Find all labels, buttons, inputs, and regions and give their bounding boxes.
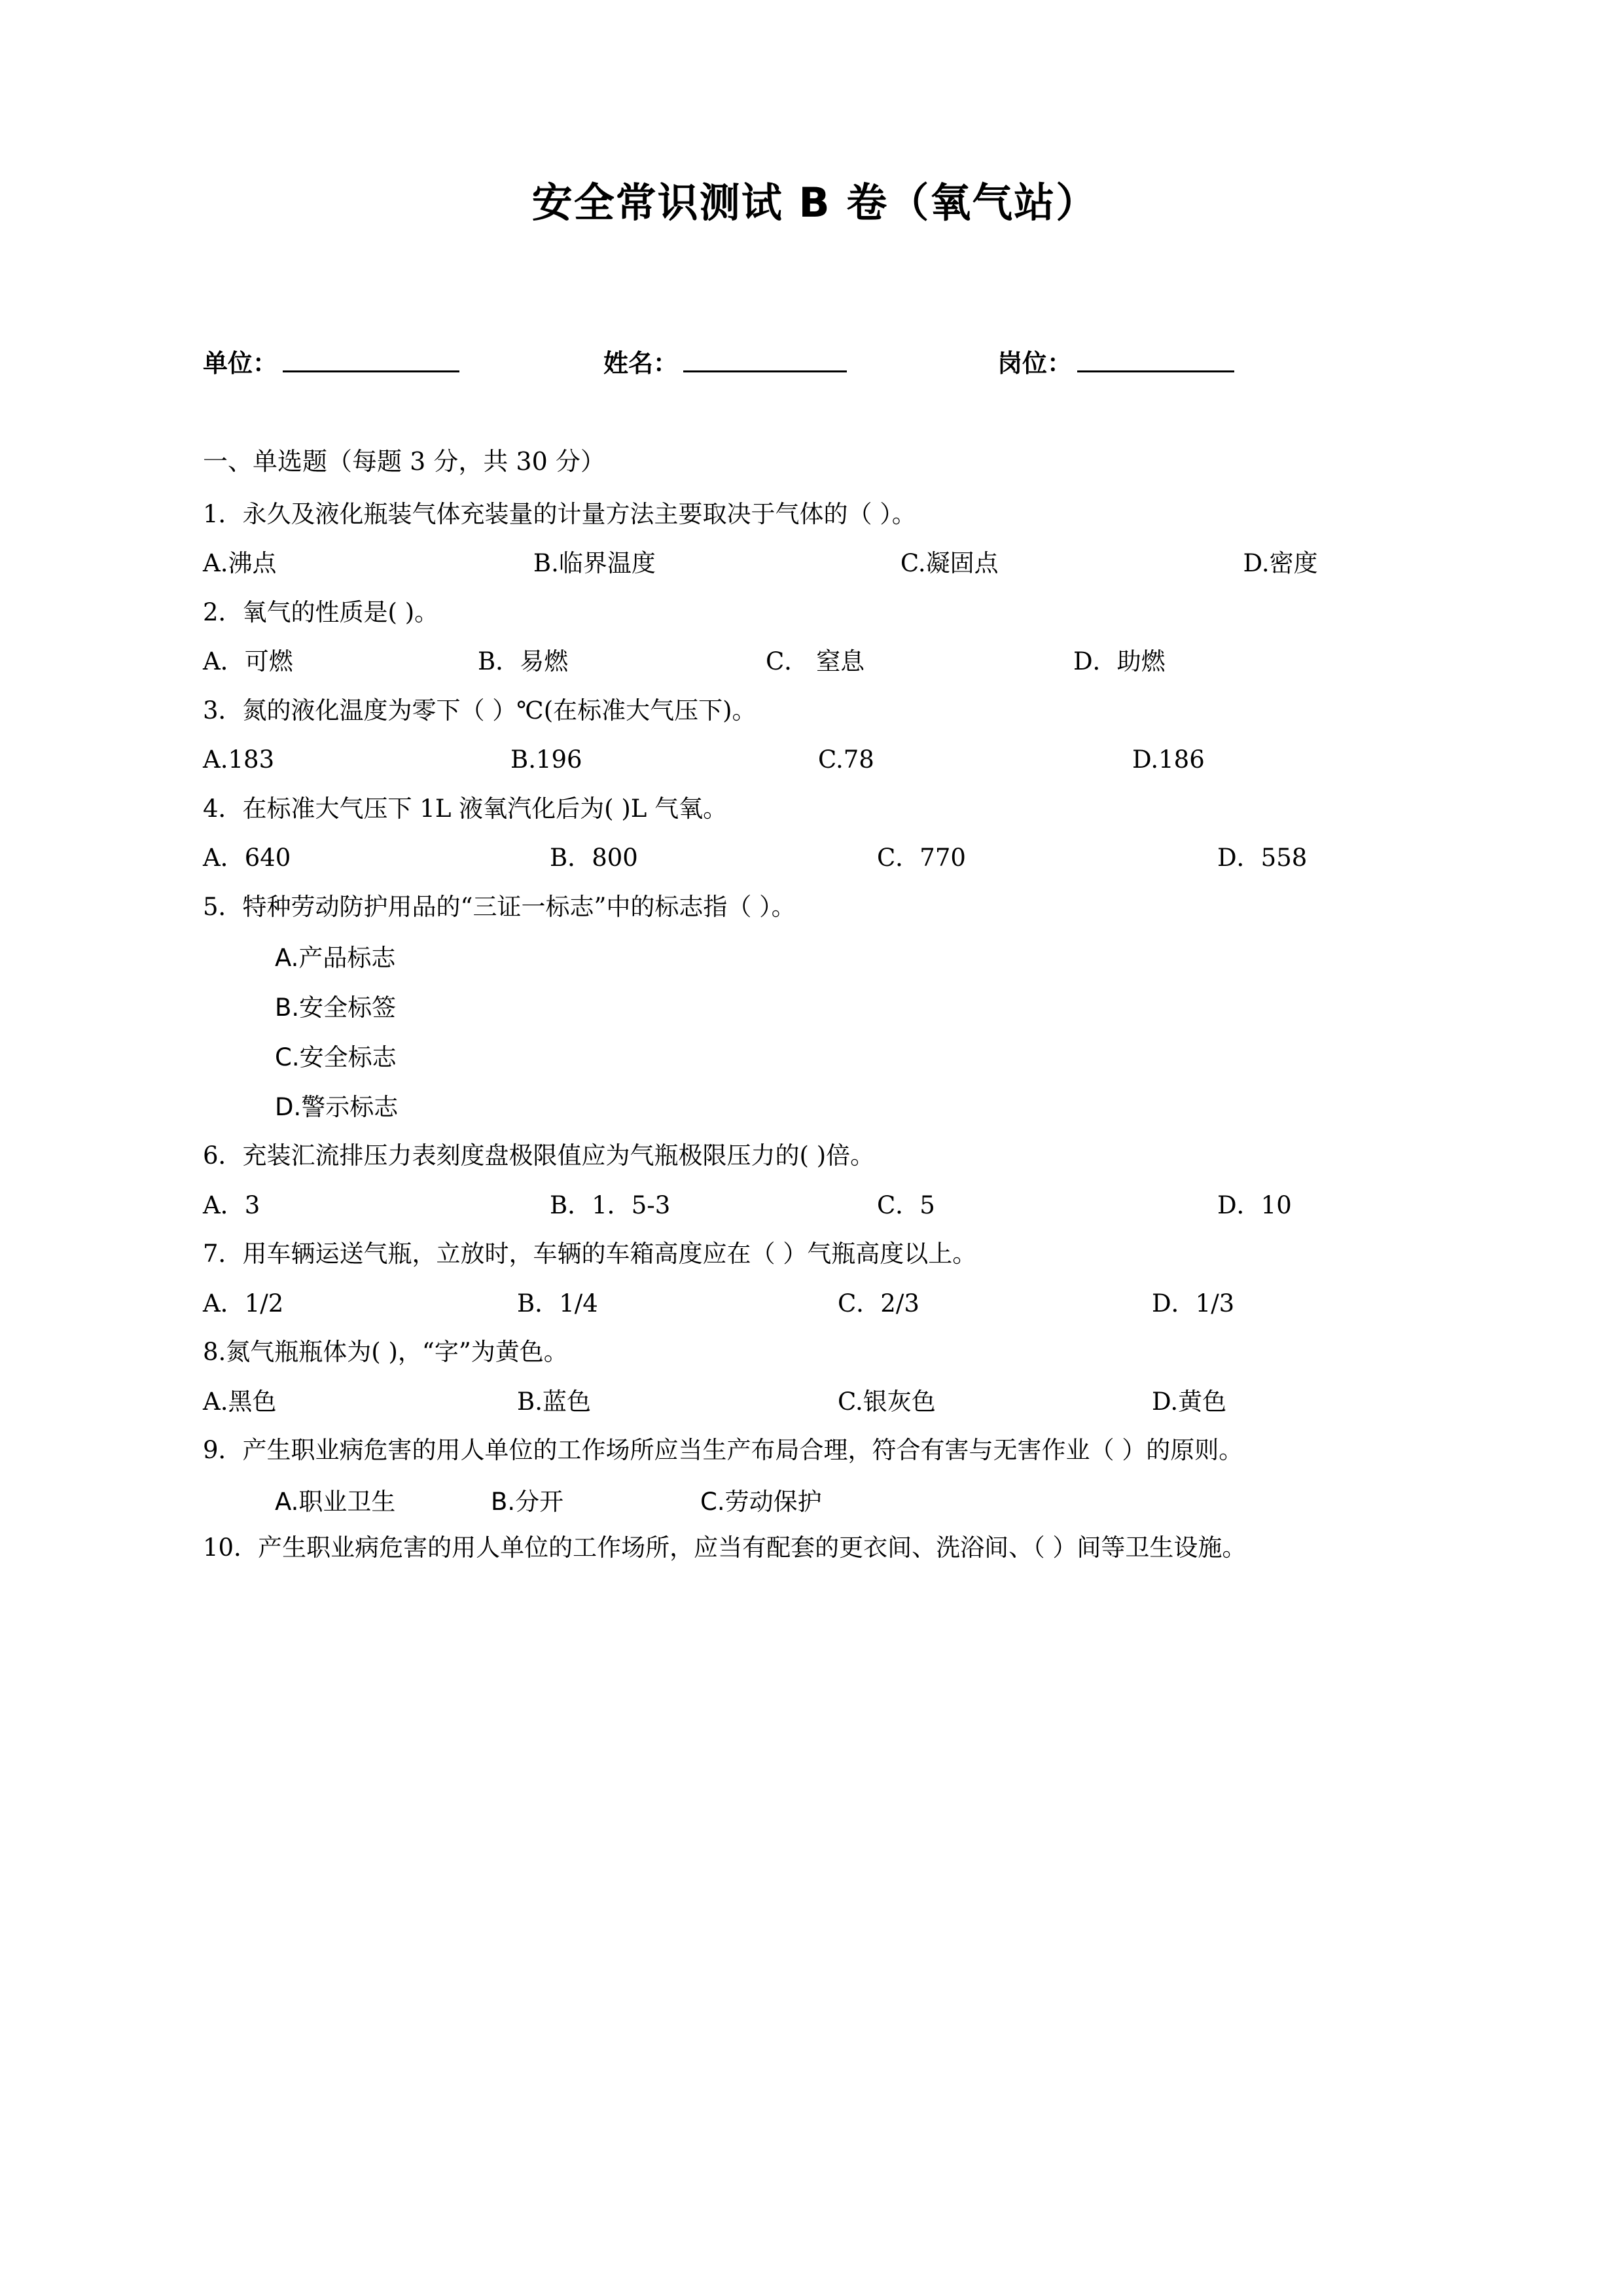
option-c[interactable]: C．770 [877, 844, 966, 872]
option-a[interactable]: A．可燃 [203, 647, 293, 676]
question-1-text: 1．永久及液化瓶装气体充装量的计量方法主要取决于气体的（ ）。 [203, 500, 916, 528]
question-1-options [203, 545, 1427, 582]
option-a[interactable]: A．3 [203, 1191, 260, 1219]
question-4-text: 4．在标准大气压下 1L 液氧汽化后为( )L 气氧。 [203, 794, 728, 823]
option-a[interactable]: A．1/2 [203, 1289, 284, 1318]
option-b[interactable]: B.196 [510, 745, 582, 774]
question-8-options [203, 1384, 1427, 1420]
option-a[interactable]: A.产品标志 [275, 944, 396, 973]
question-6-options [203, 1187, 1427, 1224]
option-b[interactable]: B.分开 [491, 1487, 564, 1516]
option-c[interactable]: C.78 [818, 745, 874, 774]
option-a[interactable]: A．640 [203, 844, 291, 872]
post-input-blank[interactable] [1077, 370, 1234, 372]
unit-label: 单位： [203, 349, 278, 378]
question-2-text: 2．氧气的性质是( )。 [203, 598, 439, 626]
option-c[interactable]: C． 窒息 [766, 647, 865, 676]
question-9-text: 9．产生职业病危害的用人单位的工作场所应当生产布局合理，符合有害与无害作业（ ）的原则。 [203, 1436, 1243, 1465]
name-input-blank[interactable] [683, 370, 847, 372]
unit-input-blank[interactable] [283, 370, 459, 372]
name-label: 姓名： [603, 349, 679, 378]
option-b[interactable]: B.安全标签 [275, 994, 397, 1022]
option-d[interactable]: D.警示标志 [275, 1093, 399, 1122]
unit-field [203, 343, 459, 379]
post-label: 岗位： [997, 349, 1073, 378]
option-c[interactable]: C.劳动保护 [700, 1487, 822, 1516]
question-6-text: 6．充装汇流排压力表刻度盘极限值应为气瓶极限压力的( )倍。 [203, 1141, 875, 1170]
option-d[interactable]: D.密度 [1243, 549, 1318, 578]
option-a[interactable]: A.沸点 [203, 549, 277, 578]
option-a[interactable]: A.职业卫生 [275, 1487, 396, 1516]
option-c[interactable]: C.凝固点 [900, 549, 999, 578]
student-info-row [203, 343, 1427, 379]
question-5-text: 5．特种劳动防护用品的“三证一标志”中的标志指（ ）。 [203, 892, 796, 921]
option-d[interactable]: D．10 [1217, 1191, 1292, 1219]
question-4-options [203, 840, 1427, 876]
option-c[interactable]: C.银灰色 [838, 1387, 936, 1416]
option-c[interactable]: C.安全标志 [275, 1043, 397, 1072]
question-9-options [203, 1482, 1427, 1517]
post-field [997, 343, 1234, 379]
question-2-options [203, 643, 1427, 680]
question-3-options [203, 742, 1427, 778]
option-d[interactable]: D．558 [1217, 844, 1308, 872]
option-d[interactable]: D.黄色 [1152, 1387, 1227, 1416]
option-b[interactable]: B．800 [550, 844, 638, 872]
page-title: 安全常识测试 B 卷（氧气站） [531, 179, 1098, 226]
option-c[interactable]: C．5 [877, 1191, 935, 1219]
question-10-text: 10．产生职业病危害的用人单位的工作场所，应当有配套的更衣间、洗浴间、（ ）间等卫生设施。 [203, 1533, 1247, 1562]
option-d[interactable]: D.186 [1132, 745, 1205, 774]
question-3-text: 3．氮的液化温度为零下（ ）℃(在标准大气压下)。 [203, 696, 757, 725]
option-b[interactable]: B．易燃 [478, 647, 569, 676]
option-a[interactable]: A.183 [203, 745, 275, 774]
question-8-text: 8.氮气瓶瓶体为( )，“字”为黄色。 [203, 1338, 568, 1367]
option-b[interactable]: B．1．5-3 [550, 1191, 671, 1219]
question-5-options [203, 938, 1427, 1122]
option-d[interactable]: D．1/3 [1152, 1289, 1235, 1318]
option-b[interactable]: B.临界温度 [533, 549, 656, 578]
name-field [603, 343, 847, 379]
question-7-text: 7．用车辆运送气瓶，立放时，车辆的车箱高度应在（ ）气瓶高度以上。 [203, 1240, 977, 1268]
option-b[interactable]: B．1/4 [517, 1289, 598, 1318]
option-c[interactable]: C．2/3 [838, 1289, 919, 1318]
option-a[interactable]: A.黑色 [203, 1387, 277, 1416]
section-heading-single-choice: 一、单选题（每题 3 分，共 30 分） [203, 447, 605, 476]
question-7-options [203, 1285, 1427, 1322]
option-b[interactable]: B.蓝色 [517, 1387, 591, 1416]
option-d[interactable]: D．助燃 [1073, 647, 1166, 676]
